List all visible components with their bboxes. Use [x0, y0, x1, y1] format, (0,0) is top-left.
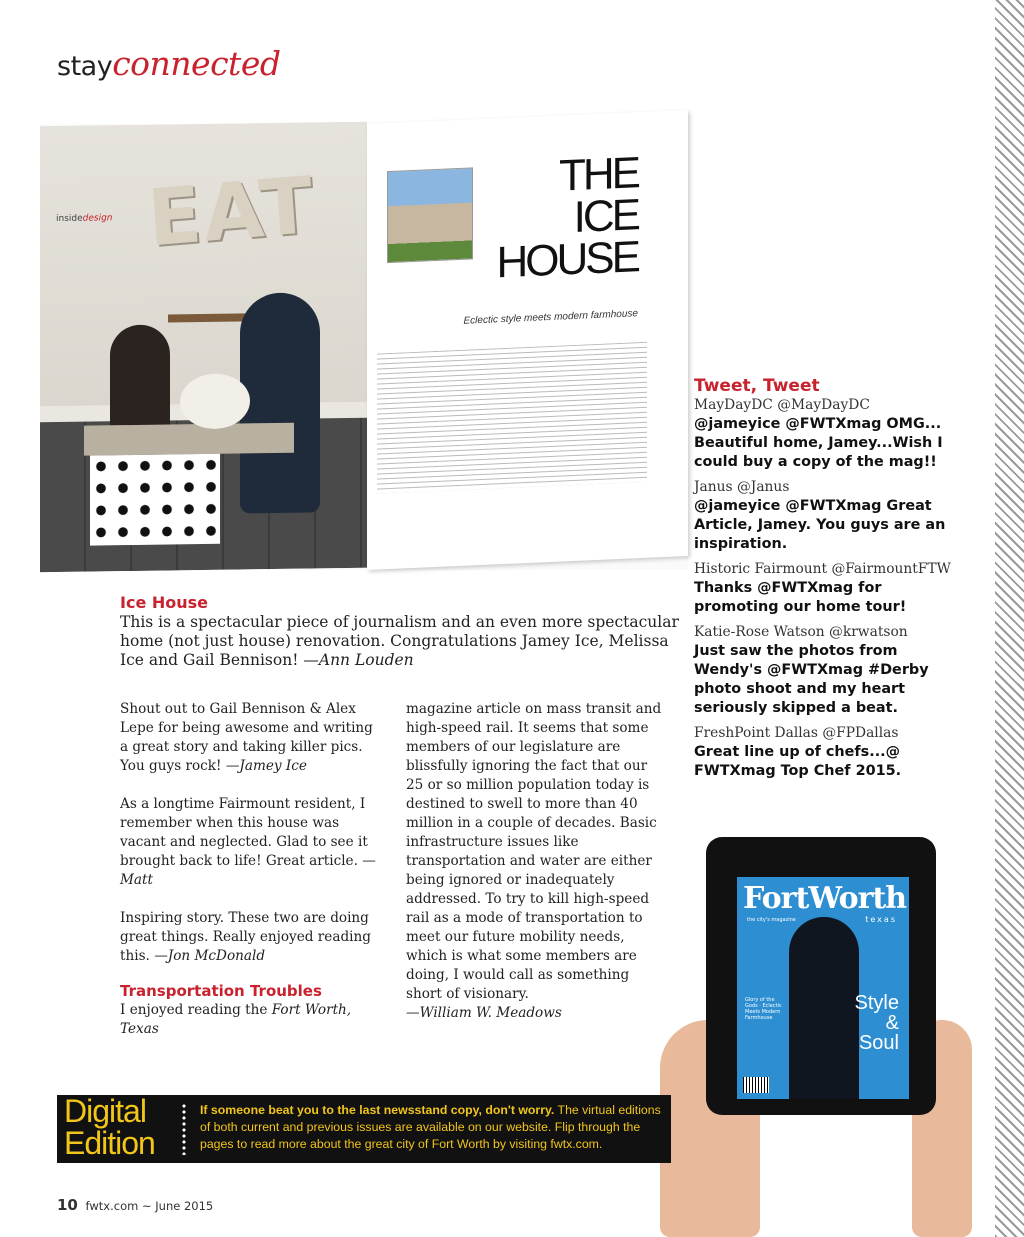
spread-left-page [40, 122, 367, 573]
cover-style-title: Style & Soul [854, 992, 899, 1054]
transportation-intro: I enjoyed reading the Fort Worth, Texas [120, 1002, 352, 1037]
tablet-device [706, 837, 936, 1115]
tweet-text: @jameyice @FWTXmag OMG... Beautiful home, Jamey...Wish I could buy a copy of the mag!! [694, 416, 943, 470]
tweet-user: Janus @Janus [694, 479, 790, 495]
spread-person-man [240, 292, 320, 513]
page-number: 10 [57, 1196, 78, 1214]
house-photo [387, 167, 473, 263]
tweets-heading: Tweet, Tweet [694, 376, 820, 396]
header-connected: connected [112, 44, 281, 83]
spread-blanket [90, 454, 220, 546]
tweet-user: Historic Fairmount @FairmountFTW [694, 561, 951, 577]
transportation-heading: Transportation Troubles [120, 982, 322, 1000]
cover-figure [789, 917, 859, 1099]
cover-left-text: Glory of the Gods · Eclectic Meets Modern Farmhouse [745, 997, 782, 1021]
tweet-text: Great line up of chefs...@ FWTXmag Top Chef 2015. [694, 744, 902, 779]
cover-logo: FortWorth [743, 881, 907, 916]
header-stay: stay [57, 51, 113, 82]
letters-column-2 [406, 700, 668, 1023]
letter: Inspiring story. These two are doing great things. Really enjoyed reading this. —Jon McDonald [120, 910, 371, 964]
transportation-signature: —William W. Meadows [406, 1005, 562, 1021]
spread-right-page [367, 110, 688, 570]
digital-edition-text: If someone beat you to the last newsstand copy, don't worry. The virtual editions of both current and previous issues are available on our website. Flip through the pages to read more about the great city of Fort Worth by visiting fwtx.com. [200, 1103, 661, 1151]
tweet-user: MayDayDC @MayDayDC [694, 397, 870, 413]
spread-title: THE ICE HOUSE [496, 148, 638, 288]
tweet-text: Just saw the photos from Wendy's @FWTXmag #Derby photo shoot and my heart seriously skipped a beat. [694, 643, 929, 716]
spread-body-text [377, 342, 647, 494]
spread-subtitle: Eclectic style meets modern farmhouse [463, 308, 638, 327]
tweets-section [694, 376, 962, 787]
eat-sign: EAT [145, 160, 318, 265]
magazine-spread-image [40, 124, 688, 570]
digital-edition-banner [57, 1095, 671, 1163]
dotted-separator [181, 1103, 187, 1155]
ice-house-body: This is a spectacular piece of journalism and an even more spectacular home (not just house) renovation. Congratulations Jamey Ice, Melissa Ice and Gail Bennison! [120, 613, 679, 669]
tweet-text: @jameyice @FWTXmag Great Article, Jamey. You guys are an inspiration. [694, 498, 946, 552]
spread-bench [84, 423, 294, 456]
digital-edition-title: Digital Edition [64, 1093, 155, 1161]
ice-house-signature: —Ann Louden [303, 651, 414, 669]
inside-design-label: insidedesign [56, 213, 113, 225]
transportation-body: magazine article on mass transit and high-speed rail. It seems that some members of our legislature are blissfully ignoring the fact that our 25 or so million population today is destined to swell to more than 40 million in a couple of decades. Basic infrastructure issues like transportation and water are either being ignored or inadequately addressed. To try to kill high-speed rail as a mode of transportation to meet our future mobility needs, which is what some members are doing, I would call as something short of visionary. [406, 701, 662, 1002]
tweet-user: FreshPoint Dallas @FPDallas [694, 725, 899, 741]
section-header [57, 44, 280, 83]
tweet-user: Katie-Rose Watson @krwatson [694, 624, 908, 640]
cover-tagline: the city's magazine [747, 917, 796, 923]
letters-column-1 [120, 700, 382, 1039]
page-footer [57, 1196, 213, 1214]
letter: Shout out to Gail Bennison & Alex Lepe for being awesome and writing a great story and taking killer pics. You guys rock! —Jamey Ice [120, 701, 373, 774]
cover-texas: texas [865, 915, 897, 924]
ice-house-letter [120, 593, 680, 670]
footer-text: fwtx.com ~ June 2015 [85, 1199, 214, 1213]
tweet-text: Thanks @FWTXmag for promoting our home tour! [694, 580, 907, 615]
ice-house-heading: Ice House [120, 593, 209, 612]
zigzag-edge [994, 0, 1024, 1237]
barcode-icon [743, 1077, 769, 1093]
letter: As a longtime Fairmount resident, I remember when this house was vacant and neglected. Glad to see it brought back to life! Great article. —Matt [120, 796, 376, 888]
magazine-cover [737, 877, 909, 1099]
